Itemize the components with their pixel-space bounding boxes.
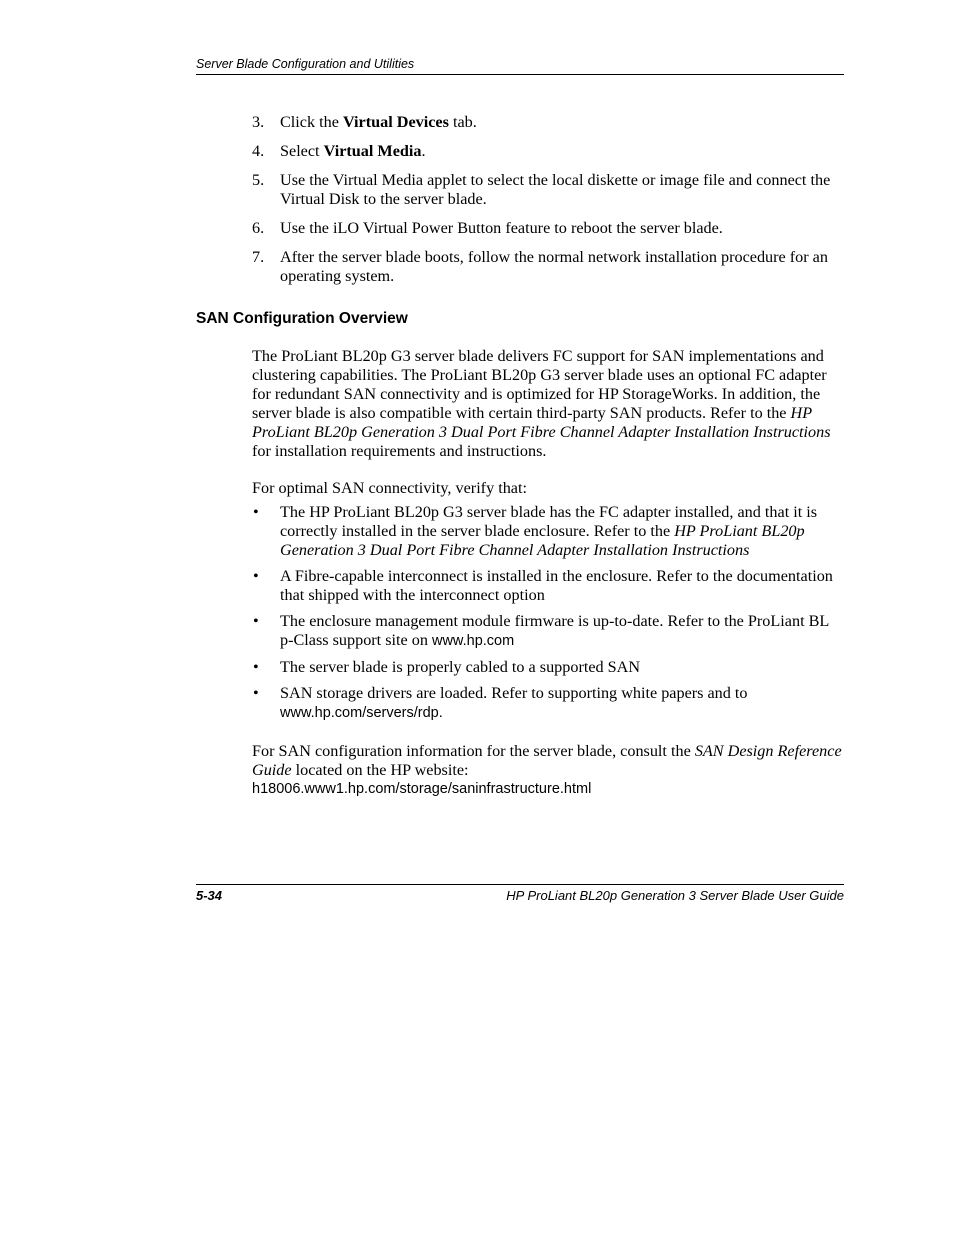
step-text: Click the <box>280 113 343 131</box>
paragraph-text: The ProLiant BL20p G3 server blade delivers FC support for SAN implementations and clustering capabilities. The ProLiant BL20p G3 server blade uses an optional FC adapter for redundant SAN connectivity and is optimized for HP StorageWorks. In addition, the server blade is also compatible with certain third-party SAN products. Refer to the <box>252 347 827 422</box>
step-text: Select <box>280 142 324 160</box>
bullet-icon: • <box>253 658 259 676</box>
step-item <box>252 219 844 238</box>
list-item <box>252 658 844 677</box>
procedure-steps <box>252 113 844 296</box>
step-item <box>252 113 844 132</box>
doc-reference: HP ProLiant BL20p Generation 3 Dual Port Fibre Channel Adapter Installation Instructions <box>280 522 805 559</box>
running-header <box>196 56 844 75</box>
step-ui-term: Virtual Devices <box>342 113 449 131</box>
footer-doc-title: HP ProLiant BL20p Generation 3 Server Blade User Guide <box>506 888 844 903</box>
config-paragraph <box>252 742 844 780</box>
step-text: tab. <box>448 113 477 131</box>
verify-paragraph: For optimal SAN connectivity, verify that: <box>252 479 527 497</box>
step-number: 6. <box>252 219 265 237</box>
doc-reference: SAN Design Reference Guide <box>252 742 842 779</box>
list-item <box>252 684 844 723</box>
bullet-icon: • <box>253 567 259 585</box>
list-item <box>252 612 844 651</box>
step-number: 7. <box>252 248 265 266</box>
requirements-list <box>252 503 844 723</box>
list-item-text: A Fibre-capable interconnect is installed in the enclosure. Refer to the documentation that shipped with the interconnect option <box>280 567 833 604</box>
step-item <box>252 171 844 209</box>
step-number: 5. <box>252 171 265 189</box>
list-item-text: The server blade is properly cabled to a supported SAN <box>280 658 641 676</box>
section-body <box>252 347 844 799</box>
page-number: 5-34 <box>196 888 223 903</box>
step-number: 4. <box>252 142 265 160</box>
running-header-title: Server Blade Configuration and Utilities <box>196 57 415 71</box>
list-item-text: The enclosure management module firmware is up-to-date. Refer to the ProLiant BL p-Class support site on <box>280 612 829 649</box>
list-item-text: The HP ProLiant BL20p G3 server blade has the FC adapter installed, and that it is correctly installed in the server blade enclosure. Refer to the <box>280 503 818 540</box>
list-item <box>252 503 844 560</box>
step-ui-term: Virtual Media <box>323 142 422 160</box>
running-footer <box>196 884 844 903</box>
hp-link[interactable]: www.hp.com <box>431 633 515 649</box>
step-item <box>252 142 844 161</box>
bullet-icon: • <box>253 503 259 521</box>
bullet-icon: • <box>253 612 259 630</box>
section-heading: SAN Configuration Overview <box>196 310 408 327</box>
paragraph-text: For SAN configuration information for the server blade, consult the <box>252 742 695 760</box>
bullet-icon: • <box>253 684 259 702</box>
list-item-text: SAN storage drivers are loaded. Refer to supporting white papers and to <box>280 684 748 702</box>
list-item <box>252 567 844 605</box>
paragraph-text: for installation requirements and instructions. <box>252 442 547 460</box>
paragraph-text: located on the HP website: <box>291 761 469 779</box>
intro-paragraph <box>252 347 844 461</box>
step-item <box>252 248 844 286</box>
step-text: After the server blade boots, follow the normal network installation procedure for an operating system. <box>280 248 828 285</box>
step-text: Use the Virtual Media applet to select the local diskette or image file and connect the Virtual Disk to the server blade. <box>280 171 831 208</box>
san-infrastructure-link[interactable]: h18006.www1.hp.com/storage/saninfrastructure.html <box>252 781 592 797</box>
step-text: . <box>421 142 426 160</box>
step-text: Use the iLO Virtual Power Button feature to reboot the server blade. <box>280 219 723 237</box>
step-number: 3. <box>252 113 265 131</box>
doc-reference: HP ProLiant BL20p Generation 3 Dual Port Fibre Channel Adapter Installation Instructions <box>252 404 831 441</box>
rdp-link[interactable]: www.hp.com/servers/rdp. <box>280 705 443 721</box>
